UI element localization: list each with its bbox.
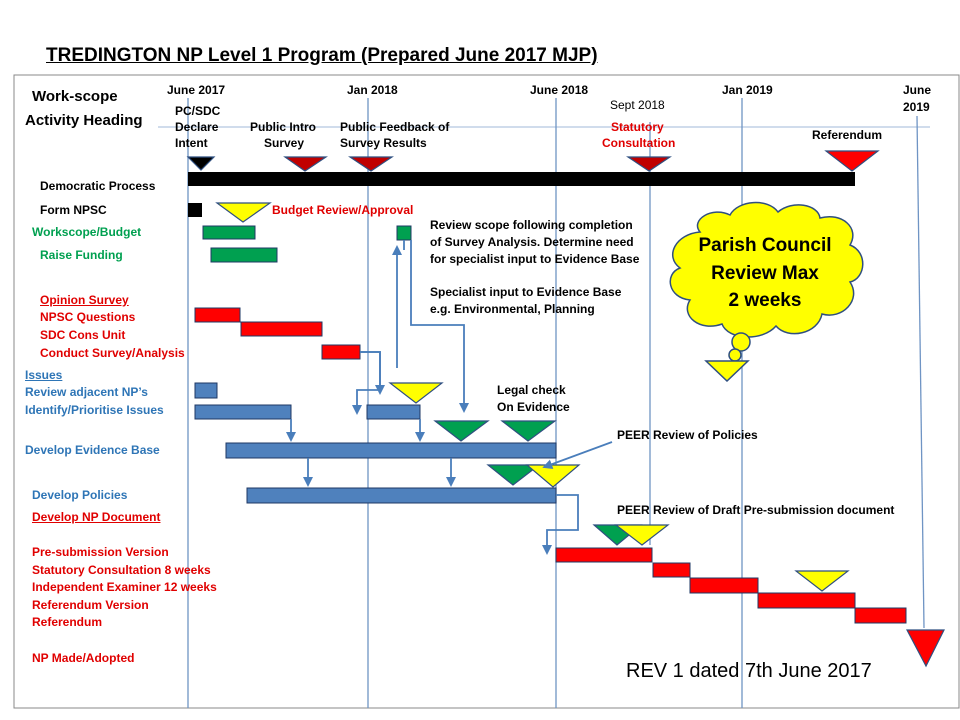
timeline-june-2017: June 2017 [167, 83, 226, 97]
row-develop-evidence: Develop Evidence Base [25, 443, 160, 457]
row-presubmission: Pre-submission Version [32, 545, 169, 559]
row-form-npsc: Form NPSC [40, 203, 107, 217]
bar-identify-issues-1 [195, 405, 291, 419]
row-identify-issues: Identify/Prioritise Issues [25, 403, 164, 417]
milestone-independent-examiner [796, 571, 848, 591]
milestone-public-intro [285, 157, 326, 171]
row-opinion-survey: Opinion Survey [40, 293, 129, 307]
bar-identify-issues-2 [367, 405, 420, 419]
bar-sdc-cons-unit [241, 322, 322, 336]
milestone-label-public-intro-1: Public Intro [250, 120, 316, 134]
row-raise-funding: Raise Funding [40, 248, 123, 262]
row-workscope-budget: Workscope/Budget [32, 225, 142, 239]
bar-form-npsc [188, 203, 202, 217]
milestone-referendum [826, 151, 878, 171]
milestone-label-public-feedback-2: Survey Results [340, 136, 427, 150]
row-democratic-process: Democratic Process [40, 179, 156, 193]
milestone-label-pc-sdc-2: Declare [175, 120, 219, 134]
callout-line2: Review Max [711, 262, 819, 284]
milestone-budget-review [217, 203, 270, 222]
timeline-june-2019-line1: June [903, 83, 932, 97]
milestone-label-pc-sdc-1: PC/SDC [175, 104, 221, 118]
milestone-review-identify [390, 383, 442, 403]
milestone-legal-check [502, 421, 555, 441]
timeline-sept-2018: Sept 2018 [610, 98, 665, 112]
timeline-jan-2019: Jan 2019 [722, 83, 773, 97]
annotation-specialist-2: e.g. Environmental, Planning [430, 302, 595, 316]
milestone-public-feedback [350, 157, 392, 171]
bar-conduct-survey [322, 345, 360, 359]
bar-independent-examiner [690, 578, 758, 593]
annotation-review-scope-3: for specialist input to Evidence Base [430, 252, 640, 266]
row-np-made: NP Made/Adopted [32, 651, 135, 665]
bar-statutory-consultation [653, 563, 690, 577]
row-conduct-survey: Conduct Survey/Analysis [40, 346, 185, 360]
bar-democratic-process [188, 172, 855, 186]
bar-presubmission [556, 548, 652, 562]
row-review-adjacent: Review adjacent NP’s [25, 385, 148, 399]
bar-review-scope [397, 226, 411, 240]
row-issues: Issues [25, 368, 63, 382]
row-npsc-questions: NPSC Questions [40, 310, 136, 324]
timeline-jan-2018: Jan 2018 [347, 83, 398, 97]
milestone-label-referendum: Referendum [812, 128, 883, 142]
row-statutory-consultation: Statutory Consultation 8 weeks [32, 563, 211, 577]
row-develop-np-document: Develop NP Document [32, 510, 161, 524]
page-title: TREDINGTON NP Level 1 Program (Prepared June 2017 MJP) [46, 45, 598, 66]
callout-line1: Parish Council [698, 235, 832, 256]
annotation-legal-check-2: On Evidence [497, 400, 570, 414]
bar-review-adjacent [195, 383, 217, 398]
annotation-budget-review: Budget Review/Approval [272, 203, 414, 217]
milestone-np-made [907, 630, 944, 666]
column-heading-line2: Activity Heading [25, 112, 143, 129]
row-referendum: Referendum [32, 615, 103, 629]
callout-line3: 2 weeks [728, 290, 802, 312]
timeline-june-2019-line2: 2019 [903, 100, 930, 114]
bar-raise-funding [211, 248, 277, 262]
annotation-specialist-1: Specialist input to Evidence Base [430, 285, 622, 299]
timeline-june-2018: June 2018 [530, 83, 589, 97]
annotation-peer-policies: PEER Review of Policies [617, 428, 758, 442]
callout-text [685, 232, 845, 315]
row-independent-examiner: Independent Examiner 12 weeks [32, 580, 217, 594]
annotation-legal-check-1: Legal check [497, 383, 566, 397]
milestone-label-statutory-1: Statutory [611, 120, 664, 134]
arrow-peer-policies [547, 442, 612, 466]
arrow-survey-to-issues-a [360, 352, 380, 390]
bar-develop-evidence [226, 443, 556, 458]
bar-workscope-budget [203, 226, 255, 239]
row-sdc-cons-unit: SDC Cons Unit [40, 328, 126, 342]
milestone-label-statutory-2: Consultation [602, 136, 676, 150]
annotation-review-scope-1: Review scope following completion [430, 218, 633, 232]
row-referendum-version: Referendum Version [32, 598, 149, 612]
bar-referendum [855, 608, 906, 623]
milestone-statutory-consultation [628, 157, 670, 171]
annotation-peer-draft: PEER Review of Draft Pre-submission document [617, 503, 895, 517]
milestone-evidence-1 [435, 421, 488, 441]
milestone-peer-policies-yellow [527, 465, 579, 487]
revision-note: REV 1 dated 7th June 2017 [626, 660, 872, 682]
diagram-border [14, 75, 959, 708]
milestone-label-public-intro-2: Survey [264, 136, 305, 150]
milestone-label-public-feedback-1: Public Feedback of [340, 120, 450, 134]
bar-npsc-questions [195, 308, 240, 322]
column-heading-line1: Work-scope [32, 88, 118, 105]
annotation-review-scope-2: of Survey Analysis. Determine need [430, 235, 634, 249]
milestone-label-pc-sdc-3: Intent [175, 136, 208, 150]
bar-develop-policies [247, 488, 556, 503]
milestone-pc-sdc [188, 157, 214, 170]
row-develop-policies: Develop Policies [32, 488, 128, 502]
bar-referendum-version [758, 593, 855, 608]
